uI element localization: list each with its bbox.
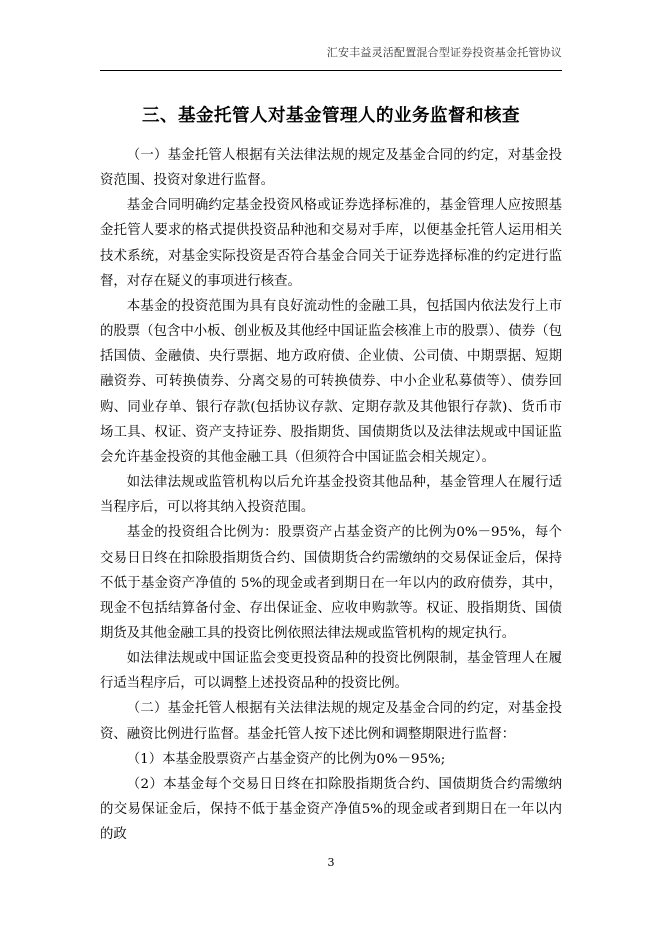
paragraph-9: （2）本基金每个交易日日终在扣除股指期货合约、国债期货合约需缴纳的交易保证金后，保持不低于基金资产净值5%的现金或者到期日在一年以内的政 xyxy=(100,776,562,843)
section-title: 三、基金托管人对基金管理人的业务监督和核查 xyxy=(142,106,520,126)
page-number: 3 xyxy=(327,856,335,869)
paragraph-7: （二）基金托管人根据有关法律法规的规定及基金合同的约定，对基金投资、融资比例进行监督。基金托管人按下述比例和调整期限进行监督： xyxy=(100,701,562,742)
paragraph-6: 如法律法规或中国证监会变更投资品种的投资比例限制，基金管理人在履行适当程序后，可以调整上述投资品种的投资比例。 xyxy=(100,651,562,692)
paragraph-8: （1）本基金股票资产占基金资产的比例为0%－95%; xyxy=(126,751,446,767)
paragraph-1: （一）基金托管人根据有关法律法规的规定及基金合同的约定，对基金投资范围、投资对象进行监督。 xyxy=(100,148,562,189)
paragraph-3: 本基金的投资范围为具有良好流动性的金融工具，包括国内依法发行上市的股票（包含中小板、创业板及其他经中国证监会核准上市的股票）、债券（包括国债、金融债、央行票据、地方政府债、企业债、公司债、中期票据、短期融资券、可转换债券、分离交易的可转换债券、中小企业私募债等）、债券回购、同业存单、银行存款(包括协议存款、定期存款及其他银行存款)、货币市场工具、权证、资产支持证券、股指期货、国债期货以及法律法规或中国证监会允许基金投资的其他金融工具（但须符合中国证监会相关规定）。 xyxy=(100,298,562,465)
running-header: 汇安丰益灵活配置混合型证券投资基金托管协议 xyxy=(326,46,562,59)
paragraph-2: 基金合同明确约定基金投资风格或证券选择标准的，基金管理人应按照基金托管人要求的格式提供投资品种池和交易对手库，以便基金托管人运用相关技术系统，对基金实际投资是否符合基金合同关于证券选择标准的约定进行监督，对存在疑义的事项进行核查。 xyxy=(100,198,562,289)
body-text xyxy=(100,143,562,847)
paragraph-5: 基金的投资组合比例为：股票资产占基金资产的比例为0%－95%，每个交易日日终在扣除股指期货合约、国债期货合约需缴纳的交易保证金后，保持不低于基金资产净值的 5%的现金或者到期日在一年以内的政府债券，其中，现金不包括结算备付金、存出保证金、应收申购款等。权证、股指期货、国债期货及其他金融工具的投资比例依照法律法规或监管机构的规定执行。 xyxy=(100,525,562,641)
paragraph-4: 如法律法规或监管机构以后允许基金投资其他品种，基金管理人在履行适当程序后，可以将其纳入投资范围。 xyxy=(100,475,562,516)
header-divider xyxy=(100,70,562,71)
